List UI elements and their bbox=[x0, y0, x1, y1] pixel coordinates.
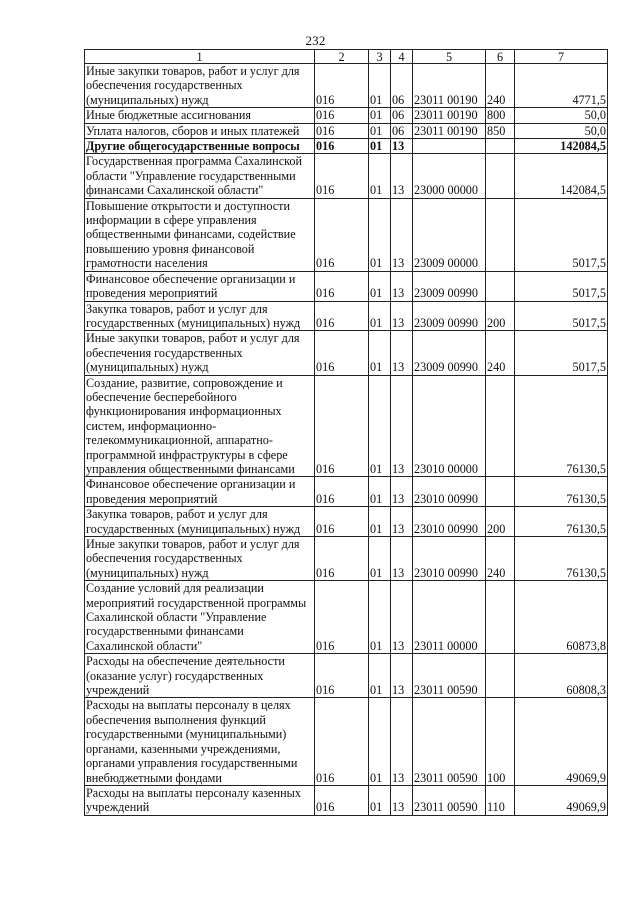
row-code-cell: 016 bbox=[315, 785, 369, 815]
row-section-cell: 01 bbox=[369, 537, 391, 581]
row-amount-cell: 76130,5 bbox=[515, 537, 608, 581]
row-amount-cell: 76130,5 bbox=[515, 375, 608, 477]
row-amount-cell: 60808,3 bbox=[515, 654, 608, 698]
row-target-cell: 23000 00000 bbox=[413, 154, 486, 198]
row-subsection-cell: 13 bbox=[391, 507, 413, 537]
row-kind-cell: 240 bbox=[486, 537, 515, 581]
row-amount-cell: 5017,5 bbox=[515, 198, 608, 271]
row-kind-cell bbox=[486, 581, 515, 654]
row-code-cell: 016 bbox=[315, 64, 369, 108]
row-kind-cell: 850 bbox=[486, 123, 515, 138]
row-code-cell: 016 bbox=[315, 331, 369, 375]
row-section-cell: 01 bbox=[369, 698, 391, 785]
row-subsection-cell: 13 bbox=[391, 331, 413, 375]
row-name-cell: Иные бюджетные ассигнования bbox=[85, 108, 315, 123]
row-subsection-cell: 13 bbox=[391, 581, 413, 654]
row-name-cell: Иные закупки товаров, работ и услуг для обеспечения государственных (муниципальных) нужд bbox=[85, 537, 315, 581]
row-subsection-cell: 13 bbox=[391, 154, 413, 198]
row-section-cell: 01 bbox=[369, 64, 391, 108]
row-kind-cell bbox=[486, 154, 515, 198]
row-amount-cell: 5017,5 bbox=[515, 271, 608, 301]
table-row bbox=[85, 154, 608, 198]
table-row bbox=[85, 785, 608, 815]
row-code-cell: 016 bbox=[315, 198, 369, 271]
header-col-6: 6 bbox=[486, 50, 515, 64]
row-kind-cell bbox=[486, 271, 515, 301]
row-kind-cell: 100 bbox=[486, 698, 515, 785]
table-row bbox=[85, 198, 608, 271]
row-subsection-cell: 13 bbox=[391, 537, 413, 581]
row-kind-cell: 240 bbox=[486, 64, 515, 108]
row-kind-cell: 200 bbox=[486, 507, 515, 537]
row-target-cell: 23010 00000 bbox=[413, 375, 486, 477]
row-code-cell: 016 bbox=[315, 271, 369, 301]
row-section-cell: 01 bbox=[369, 271, 391, 301]
row-code-cell: 016 bbox=[315, 507, 369, 537]
row-name-cell: Создание, развитие, сопровождение и обеспечение бесперебойного функционирования информационных систем, информационно-телекоммуникационной, аппаратно-программной инфраструктуры в сфере управления общественными финансами bbox=[85, 375, 315, 477]
row-code-cell: 016 bbox=[315, 477, 369, 507]
row-kind-cell bbox=[486, 375, 515, 477]
row-target-cell: 23010 00990 bbox=[413, 477, 486, 507]
table-row bbox=[85, 507, 608, 537]
row-target-cell: 23011 00190 bbox=[413, 123, 486, 138]
row-section-cell: 01 bbox=[369, 198, 391, 271]
row-subsection-cell: 13 bbox=[391, 271, 413, 301]
row-amount-cell: 60873,8 bbox=[515, 581, 608, 654]
row-section-cell: 01 bbox=[369, 654, 391, 698]
row-amount-cell: 142084,5 bbox=[515, 154, 608, 198]
page-number: 232 bbox=[305, 33, 326, 48]
row-target-cell: 23011 00590 bbox=[413, 698, 486, 785]
row-section-cell: 01 bbox=[369, 331, 391, 375]
header-col-7: 7 bbox=[515, 50, 608, 64]
row-subsection-cell: 13 bbox=[391, 785, 413, 815]
row-subsection-cell: 13 bbox=[391, 139, 413, 154]
row-section-cell: 01 bbox=[369, 375, 391, 477]
row-section-cell: 01 bbox=[369, 139, 391, 154]
row-code-cell: 016 bbox=[315, 698, 369, 785]
row-name-cell: Иные закупки товаров, работ и услуг для обеспечения государственных (муниципальных) нужд bbox=[85, 331, 315, 375]
row-subsection-cell: 13 bbox=[391, 198, 413, 271]
row-kind-cell bbox=[486, 198, 515, 271]
row-amount-cell: 76130,5 bbox=[515, 507, 608, 537]
row-name-cell: Финансовое обеспечение организации и проведения мероприятий bbox=[85, 271, 315, 301]
row-kind-cell: 240 bbox=[486, 331, 515, 375]
row-subsection-cell: 13 bbox=[391, 375, 413, 477]
row-subsection-cell: 13 bbox=[391, 301, 413, 331]
row-name-cell: Расходы на выплаты персоналу казенных учреждений bbox=[85, 785, 315, 815]
table-row bbox=[85, 581, 608, 654]
table-row bbox=[85, 537, 608, 581]
table-row bbox=[85, 331, 608, 375]
row-section-cell: 01 bbox=[369, 507, 391, 537]
row-name-cell: Уплата налогов, сборов и иных платежей bbox=[85, 123, 315, 138]
row-target-cell: 23011 00190 bbox=[413, 108, 486, 123]
row-section-cell: 01 bbox=[369, 785, 391, 815]
row-amount-cell: 76130,5 bbox=[515, 477, 608, 507]
row-kind-cell bbox=[486, 477, 515, 507]
row-target-cell: 23009 00990 bbox=[413, 271, 486, 301]
row-name-cell: Другие общегосударственные вопросы bbox=[85, 139, 315, 154]
row-subsection-cell: 06 bbox=[391, 108, 413, 123]
row-name-cell: Закупка товаров, работ и услуг для государственных (муниципальных) нужд bbox=[85, 301, 315, 331]
row-target-cell: 23011 00590 bbox=[413, 785, 486, 815]
row-section-cell: 01 bbox=[369, 301, 391, 331]
row-amount-cell: 5017,5 bbox=[515, 331, 608, 375]
table-row bbox=[85, 271, 608, 301]
row-name-cell: Расходы на выплаты персоналу в целях обеспечения выполнения функций государственными (муниципальными) органами, казенными учреждениями, органами управления государственными внебюджетными фондами bbox=[85, 698, 315, 785]
budget-table bbox=[84, 49, 608, 816]
row-code-cell: 016 bbox=[315, 581, 369, 654]
row-name-cell: Закупка товаров, работ и услуг для государственных (муниципальных) нужд bbox=[85, 507, 315, 537]
row-subsection-cell: 06 bbox=[391, 64, 413, 108]
table-row bbox=[85, 301, 608, 331]
row-amount-cell: 49069,9 bbox=[515, 698, 608, 785]
row-name-cell: Создание условий для реализации мероприятий государственной программы Сахалинской области "Управление государственными финансами Сахалинской области" bbox=[85, 581, 315, 654]
row-target-cell: 23011 00190 bbox=[413, 64, 486, 108]
row-kind-cell: 110 bbox=[486, 785, 515, 815]
row-target-cell bbox=[413, 139, 486, 154]
row-amount-cell: 50,0 bbox=[515, 123, 608, 138]
row-code-cell: 016 bbox=[315, 301, 369, 331]
row-code-cell: 016 bbox=[315, 139, 369, 154]
row-kind-cell bbox=[486, 654, 515, 698]
row-amount-cell: 4771,5 bbox=[515, 64, 608, 108]
row-name-cell: Расходы на обеспечение деятельности (оказание услуг) государственных учреждений bbox=[85, 654, 315, 698]
table-row bbox=[85, 139, 608, 154]
row-target-cell: 23011 00000 bbox=[413, 581, 486, 654]
table-row bbox=[85, 123, 608, 138]
table-row bbox=[85, 654, 608, 698]
table-row bbox=[85, 477, 608, 507]
row-target-cell: 23009 00990 bbox=[413, 301, 486, 331]
table-header-row bbox=[85, 50, 608, 64]
row-section-cell: 01 bbox=[369, 108, 391, 123]
table-row bbox=[85, 64, 608, 108]
row-amount-cell: 5017,5 bbox=[515, 301, 608, 331]
row-section-cell: 01 bbox=[369, 477, 391, 507]
header-col-3: 3 bbox=[369, 50, 391, 64]
row-target-cell: 23009 00000 bbox=[413, 198, 486, 271]
row-code-cell: 016 bbox=[315, 375, 369, 477]
row-amount-cell: 49069,9 bbox=[515, 785, 608, 815]
row-name-cell: Финансовое обеспечение организации и проведения мероприятий bbox=[85, 477, 315, 507]
header-col-5: 5 bbox=[413, 50, 486, 64]
row-subsection-cell: 13 bbox=[391, 698, 413, 785]
row-code-cell: 016 bbox=[315, 108, 369, 123]
table-row bbox=[85, 108, 608, 123]
row-name-cell: Государственная программа Сахалинской области "Управление государственными финансами Сахалинской области" bbox=[85, 154, 315, 198]
row-code-cell: 016 bbox=[315, 123, 369, 138]
table-body bbox=[85, 64, 608, 816]
row-section-cell: 01 bbox=[369, 581, 391, 654]
row-section-cell: 01 bbox=[369, 123, 391, 138]
header-col-2: 2 bbox=[315, 50, 369, 64]
header-col-1: 1 bbox=[85, 50, 315, 64]
table-row bbox=[85, 698, 608, 785]
row-name-cell: Повышение открытости и доступности информации в сфере управления общественными финансами, содействие повышению уровня финансовой грамотности населения bbox=[85, 198, 315, 271]
row-target-cell: 23009 00990 bbox=[413, 331, 486, 375]
row-code-cell: 016 bbox=[315, 154, 369, 198]
row-code-cell: 016 bbox=[315, 654, 369, 698]
row-target-cell: 23010 00990 bbox=[413, 507, 486, 537]
row-target-cell: 23011 00590 bbox=[413, 654, 486, 698]
table-row bbox=[85, 375, 608, 477]
row-subsection-cell: 13 bbox=[391, 477, 413, 507]
row-target-cell: 23010 00990 bbox=[413, 537, 486, 581]
row-amount-cell: 142084,5 bbox=[515, 139, 608, 154]
header-col-4: 4 bbox=[391, 50, 413, 64]
row-section-cell: 01 bbox=[369, 154, 391, 198]
row-kind-cell: 200 bbox=[486, 301, 515, 331]
row-amount-cell: 50,0 bbox=[515, 108, 608, 123]
row-code-cell: 016 bbox=[315, 537, 369, 581]
row-kind-cell: 800 bbox=[486, 108, 515, 123]
row-subsection-cell: 06 bbox=[391, 123, 413, 138]
row-subsection-cell: 13 bbox=[391, 654, 413, 698]
row-name-cell: Иные закупки товаров, работ и услуг для обеспечения государственных (муниципальных) нужд bbox=[85, 64, 315, 108]
row-kind-cell bbox=[486, 139, 515, 154]
